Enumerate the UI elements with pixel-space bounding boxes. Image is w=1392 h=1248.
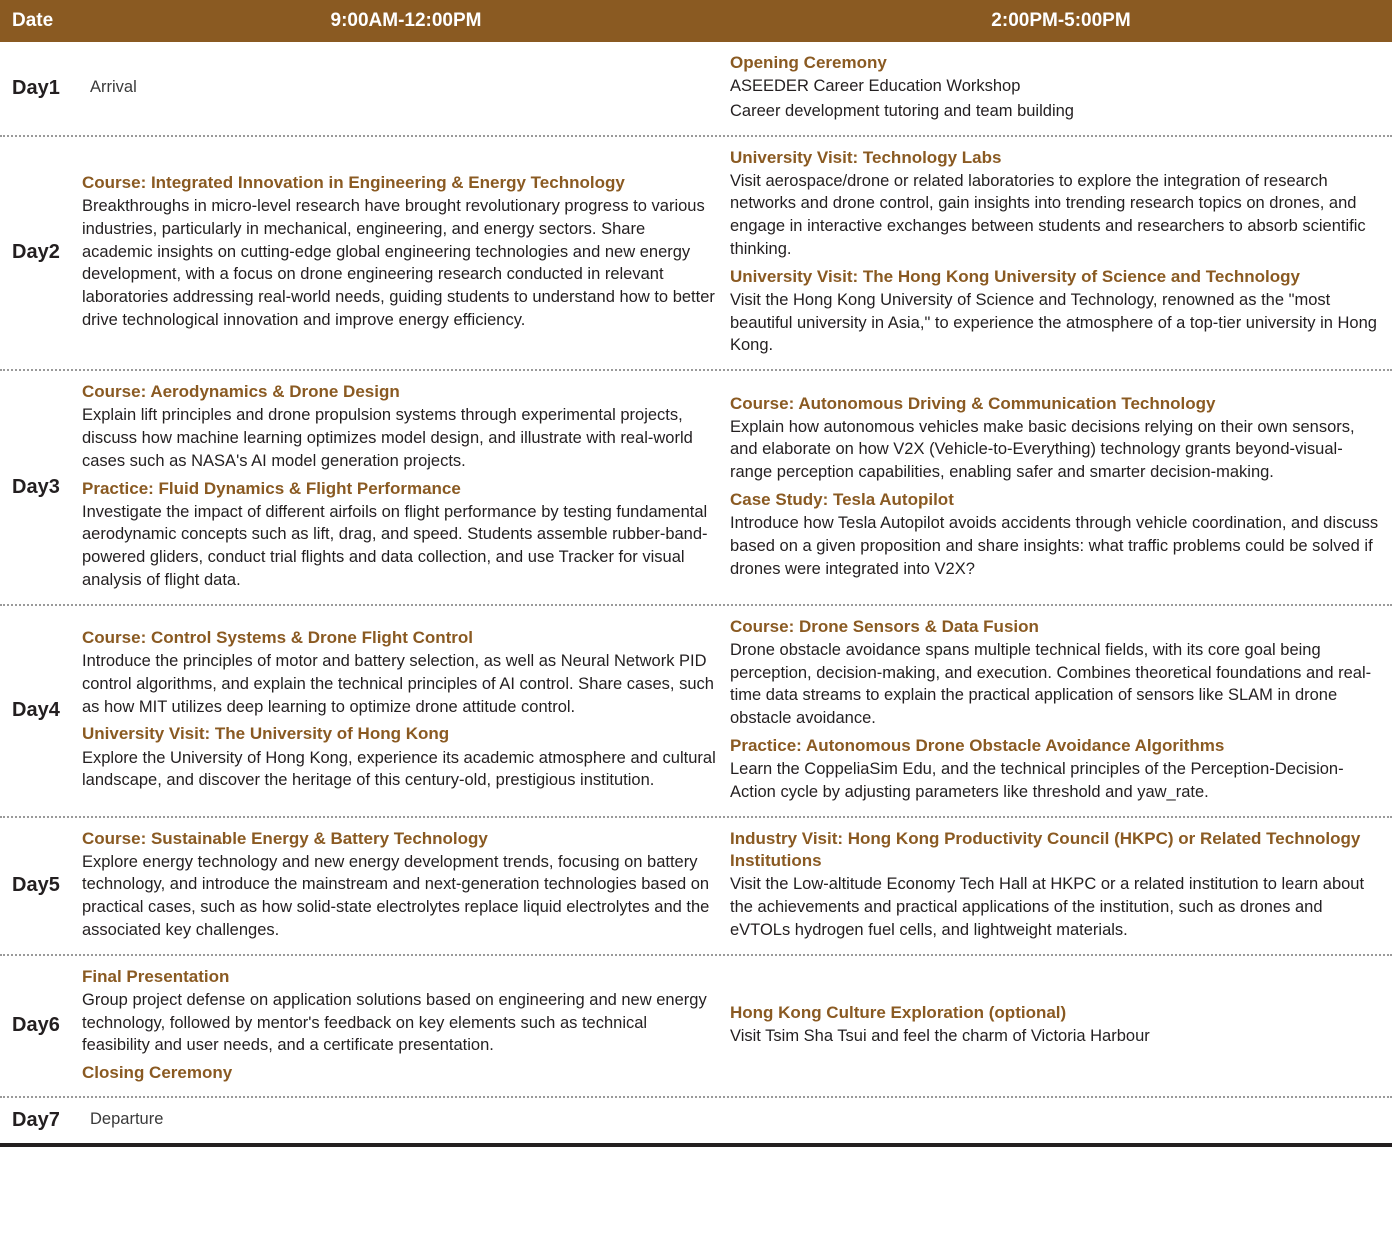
- afternoon-cell: [730, 1098, 1392, 1143]
- session-title: Case Study: Tesla Autopilot: [730, 489, 954, 509]
- session-block: [730, 616, 1382, 730]
- session-block: [82, 172, 716, 332]
- session-description: Visit the Low-altitude Economy Tech Hall at HKPC or a related institution to learn about the achievements and practical applications of the institution, such as drones and eVTOLs hydrogen fuel cells, and lightweight materials.: [730, 875, 1365, 939]
- header-morning-slot: 9:00AM-12:00PM: [330, 10, 482, 31]
- session-block: [730, 828, 1382, 941]
- session-description: Drone obstacle avoidance spans multiple technical fields, with its core goal being perception, decision-making, and execution. Combines theoretical foundations and real-time data streams to explain the practical application of sensors like SLAM in drone obstacle avoidance.: [730, 640, 1372, 728]
- session-title: Course: Aerodynamics & Drone Design: [82, 382, 400, 402]
- afternoon-cell: [730, 371, 1392, 604]
- day-label: Day6: [12, 1014, 60, 1037]
- table-row: [0, 42, 1392, 137]
- day-label: Day2: [12, 241, 60, 264]
- session-description: Introduce how Tesla Autopilot avoids accidents through vehicle coordination, and discuss based on a given proposition and share insights: what traffic problems could be solved if drones were integrated into V2X?: [730, 514, 1379, 578]
- session-block: [730, 52, 1382, 123]
- afternoon-cell: [730, 42, 1392, 135]
- session-plain-text: Arrival: [90, 77, 137, 96]
- table-row: [0, 137, 1392, 372]
- session-description: Visit the Hong Kong University of Science and Technology, renowned as the "most beautiful university in Asia," to experience the atmosphere of a top-tier university in Hong Kong.: [730, 290, 1377, 355]
- morning-cell: [82, 137, 730, 370]
- table-row: [0, 818, 1392, 956]
- schedule-rows: [0, 42, 1392, 1143]
- day-label: Day3: [12, 475, 60, 498]
- afternoon-cell: [730, 137, 1392, 370]
- morning-cell: [82, 956, 730, 1096]
- session-block: [730, 1002, 1382, 1048]
- session-title: Final Presentation: [82, 966, 230, 986]
- table-row: [0, 1098, 1392, 1143]
- session-plain-text: Departure: [90, 1110, 164, 1129]
- table-row: [0, 371, 1392, 606]
- session-block: [82, 966, 716, 1057]
- session-title: Course: Control Systems & Drone Flight Control: [82, 628, 474, 648]
- table-row: [0, 606, 1392, 818]
- session-description: Investigate the impact of different airfoils on flight performance by testing fundamental aerodynamic concepts such as lift, drag, and speed. Students assemble rubber-band-powered gliders, conduct trial flights and data collection, and use Tracker for visual analysis of flight data.: [82, 502, 708, 589]
- session-description: ASEEDER Career Education Workshop: [730, 77, 1021, 96]
- session-title: Course: Drone Sensors & Data Fusion: [730, 616, 1039, 636]
- session-title: Course: Autonomous Driving & Communication Technology: [730, 393, 1216, 413]
- session-title: University Visit: The University of Hong Kong: [82, 724, 450, 744]
- session-title: University Visit: The Hong Kong University of Science and Technology: [730, 266, 1300, 286]
- morning-cell: [82, 42, 730, 135]
- session-block: [82, 627, 716, 718]
- session-description: Explore the University of Hong Kong, experience its academic atmosphere and cultural landscape, and discover the heritage of this century-old, prestigious institution.: [82, 748, 716, 790]
- morning-cell: [82, 371, 730, 604]
- session-description: Visit aerospace/drone or related laboratories to explore the integration of research networks and drone control, gain insights into trending research topics on drones, and engage in interactive exchanges between students and researchers to absorb scientific thinking.: [730, 171, 1366, 259]
- header-afternoon-slot: 2:00PM-5:00PM: [991, 10, 1131, 31]
- session-block: [82, 828, 716, 942]
- day-label: Day4: [12, 699, 60, 722]
- session-block: [730, 266, 1382, 357]
- session-title: Course: Integrated Innovation in Engineering & Energy Technology: [82, 173, 625, 193]
- day-label: Day7: [12, 1109, 60, 1132]
- session-block: [730, 147, 1382, 261]
- session-description: Career development tutoring and team building: [730, 101, 1074, 120]
- morning-cell: [82, 606, 730, 816]
- session-title: Opening Ceremony: [730, 53, 887, 72]
- session-block: [730, 735, 1382, 804]
- morning-cell: [82, 1098, 730, 1143]
- session-title: Industry Visit: Hong Kong Productivity Council (HKPC) or Related Technology Institutions: [730, 828, 1361, 870]
- session-description: Explain how autonomous vehicles make basic decisions relying on their own sensors, and elaborate on how V2X (Vehicle-to-Everything) technology grants beyond-visual-range perception capabilities, enabling safer and smarter decision-making.: [730, 417, 1355, 482]
- session-title: Hong Kong Culture Exploration (optional): [730, 1002, 1067, 1022]
- session-description: Breakthroughs in micro-level research have brought revolutionary progress to various industries, particularly in mechanical, engineering, and energy sectors. Share academic insights on cutting-edge global engineering technologies and new energy development, with a focus on drone engineering research conducted in relevant laboratories addressing real-world needs, guiding students to understand how to better drive technological innovation and improve energy efficiency.: [82, 197, 715, 329]
- afternoon-cell: [730, 956, 1392, 1096]
- table-row: [0, 956, 1392, 1098]
- session-description: Introduce the principles of motor and battery selection, as well as Neural Network PID control algorithms, and explain the technical principles of AI control. Share cases, such as how MIT utilizes deep learning to optimize drone attitude control.: [82, 652, 714, 716]
- session-title: University Visit: Technology Labs: [730, 147, 1002, 167]
- session-description: Learn the CoppeliaSim Edu, and the technical principles of the Perception-Decision-Action cycle by adjusting parameters like threshold and yaw_rate.: [730, 759, 1344, 801]
- session-block: [82, 1062, 716, 1084]
- bottom-rule: [0, 1143, 1392, 1147]
- afternoon-cell: [730, 818, 1392, 954]
- day-label: Day1: [12, 76, 60, 99]
- session-description: Visit Tsim Sha Tsui and feel the charm of Victoria Harbour: [730, 1027, 1150, 1046]
- session-block: [730, 393, 1382, 484]
- header-date: Date: [12, 10, 54, 31]
- session-title: Practice: Fluid Dynamics & Flight Performance: [82, 478, 461, 498]
- session-block: [82, 478, 716, 592]
- session-description: Explore energy technology and new energy development trends, focusing on battery technology, and introduce the mainstream and next-generation technologies based on practical cases, such as how solid-state electrolytes replace liquid electrolytes and the associated key challenges.: [82, 852, 710, 939]
- session-title: Closing Ceremony: [82, 1063, 233, 1083]
- morning-cell: [82, 818, 730, 954]
- table-header-row: [0, 0, 1392, 42]
- day-label: Day5: [12, 874, 60, 897]
- session-description: Explain lift principles and drone propulsion systems through experimental projects, discuss how machine learning optimizes model design, and illustrate with real-world cases such as NASA's AI model generation projects.: [82, 406, 693, 470]
- session-title: Course: Sustainable Energy & Battery Technology: [82, 828, 488, 848]
- session-block: [82, 381, 716, 472]
- session-block: [82, 723, 716, 792]
- session-description: Group project defense on application solutions based on engineering and new energy technology, followed by mentor's feedback on key elements such as technical feasibility and user needs, and a certificate presentation.: [82, 990, 707, 1055]
- session-block: [730, 489, 1382, 580]
- session-title: Practice: Autonomous Drone Obstacle Avoidance Algorithms: [730, 735, 1225, 755]
- afternoon-cell: [730, 606, 1392, 816]
